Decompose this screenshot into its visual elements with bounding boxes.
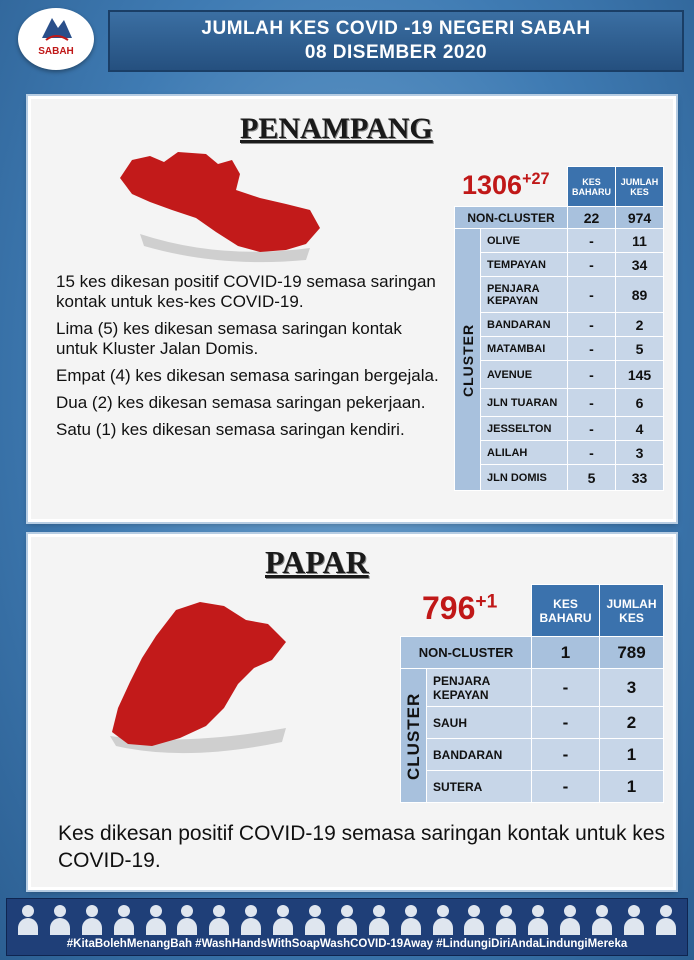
cluster-new: -	[532, 739, 600, 771]
penampang-noncluster-total: 974	[616, 207, 664, 229]
frontliner-icon	[143, 903, 169, 935]
frontliner-icon	[398, 903, 424, 935]
cluster-row	[455, 441, 664, 465]
footer-hashtags: #KitaBolehMenangBah #WashHandsWithSoapWashCOVID-19Away #LindungiDiriAndaLindungiMereka	[66, 938, 628, 950]
footer-banner	[6, 898, 688, 956]
cluster-new: -	[532, 771, 600, 803]
cluster-name: SAUH	[427, 707, 532, 739]
papar-table	[400, 584, 664, 803]
cluster-new: -	[568, 277, 616, 313]
papar-map-icon	[96, 596, 296, 766]
cluster-name: SUTERA	[427, 771, 532, 803]
cluster-total: 2	[600, 707, 664, 739]
cluster-new: -	[532, 669, 600, 707]
cluster-total: 11	[616, 229, 664, 253]
penampang-new-value: +27	[522, 170, 550, 188]
cluster-name: TEMPAYAN	[481, 253, 568, 277]
frontliner-icon	[461, 903, 487, 935]
cluster-name: JLN DOMIS	[481, 465, 568, 491]
cluster-total: 2	[616, 313, 664, 337]
penampang-table	[454, 166, 664, 491]
cluster-new: 5	[568, 465, 616, 491]
cluster-new: -	[568, 441, 616, 465]
frontliner-icon	[174, 903, 200, 935]
cluster-total: 89	[616, 277, 664, 313]
frontliner-icon	[270, 903, 296, 935]
frontliner-icon	[589, 903, 615, 935]
frontliner-icon	[111, 903, 137, 935]
cluster-name: BANDARAN	[427, 739, 532, 771]
papar-description: Kes dikesan positif COVID-19 semasa saringan kontak untuk kes COVID-19.	[58, 822, 665, 872]
cluster-total: 33	[616, 465, 664, 491]
penampang-desc-line: Empat (4) kes dikesan semasa saringan bergejala.	[56, 366, 439, 385]
frontliner-icon	[15, 903, 41, 935]
cluster-name: JLN TUARAN	[481, 389, 568, 417]
frontliner-icon	[621, 903, 647, 935]
frontliner-icon	[653, 903, 679, 935]
cluster-row	[455, 465, 664, 491]
penampang-total-value: 1306	[462, 170, 523, 200]
penampang-col-new: KES BAHARU	[568, 167, 616, 207]
cluster-total: 5	[616, 337, 664, 361]
cluster-name: ALILAH	[481, 441, 568, 465]
cluster-row	[401, 669, 664, 707]
cluster-name: PENJARA KEPAYAN	[481, 277, 568, 313]
penampang-cluster-label: CLUSTER	[455, 229, 481, 491]
cluster-row	[455, 361, 664, 389]
frontliner-icon	[525, 903, 551, 935]
cluster-row	[455, 313, 664, 337]
penampang-col-total: JUMLAH KES	[616, 167, 664, 207]
cluster-new: -	[532, 707, 600, 739]
cluster-new: -	[568, 337, 616, 361]
cluster-name: JESSELTON	[481, 417, 568, 441]
cluster-name: AVENUE	[481, 361, 568, 389]
cluster-row	[455, 337, 664, 361]
penampang-noncluster-label: NON-CLUSTER	[455, 207, 568, 229]
frontliner-icon	[238, 903, 264, 935]
penampang-desc-line: 15 kes dikesan positif COVID-19 semasa saringan kontak untuk kes-kes COVID-19.	[56, 272, 436, 311]
cluster-total: 145	[616, 361, 664, 389]
cluster-row	[401, 739, 664, 771]
frontliner-icon	[366, 903, 392, 935]
cluster-name: BANDARAN	[481, 313, 568, 337]
penampang-desc-line: Lima (5) kes dikesan semasa saringan kontak untuk Kluster Jalan Domis.	[56, 319, 402, 358]
frontliner-icon	[430, 903, 456, 935]
cluster-total: 4	[616, 417, 664, 441]
cluster-row	[455, 417, 664, 441]
cluster-name: OLIVE	[481, 229, 568, 253]
cluster-row	[455, 253, 664, 277]
cluster-name: MATAMBAI	[481, 337, 568, 361]
cluster-total: 1	[600, 771, 664, 803]
cluster-row	[455, 229, 664, 253]
frontliner-icon	[79, 903, 105, 935]
frontliner-icon	[493, 903, 519, 935]
penampang-desc-line: Dua (2) kes dikesan semasa saringan pekerjaan.	[56, 393, 426, 412]
papar-title: PAPAR	[265, 544, 369, 580]
cluster-total: 6	[616, 389, 664, 417]
sabah-logo	[18, 8, 94, 70]
frontliner-icon	[334, 903, 360, 935]
cluster-row	[455, 389, 664, 417]
frontliner-icon	[206, 903, 232, 935]
papar-col-new: KES BAHARU	[532, 585, 600, 637]
page-header	[108, 10, 684, 72]
penampang-description	[56, 272, 446, 447]
papar-new-value: +1	[475, 591, 498, 613]
cluster-new: -	[568, 253, 616, 277]
papar-noncluster-new: 1	[532, 637, 600, 669]
papar-col-total: JUMLAH KES	[600, 585, 664, 637]
cluster-total: 1	[600, 739, 664, 771]
cluster-name: PENJARA KEPAYAN	[427, 669, 532, 707]
header-title: JUMLAH KES COVID -19 NEGERI SABAH	[201, 18, 591, 39]
papar-cluster-label: CLUSTER	[401, 669, 427, 803]
logo-text: SABAH	[38, 46, 74, 57]
cluster-total: 3	[600, 669, 664, 707]
papar-noncluster-total: 789	[600, 637, 664, 669]
cluster-new: -	[568, 313, 616, 337]
frontliner-icon	[47, 903, 73, 935]
penampang-title: PENAMPANG	[240, 112, 433, 145]
cluster-new: -	[568, 361, 616, 389]
cluster-row	[401, 771, 664, 803]
cluster-new: -	[568, 229, 616, 253]
frontliners-strip	[15, 903, 679, 937]
penampang-desc-line: Satu (1) kes dikesan semasa saringan kendiri.	[56, 420, 405, 439]
cluster-row	[401, 707, 664, 739]
cluster-total: 3	[616, 441, 664, 465]
cluster-row	[455, 277, 664, 313]
papar-total-value: 796	[422, 590, 476, 626]
cluster-total: 34	[616, 253, 664, 277]
cluster-new: -	[568, 389, 616, 417]
frontliner-icon	[557, 903, 583, 935]
penampang-map-icon	[110, 148, 330, 268]
logo-emblem-icon	[18, 8, 94, 48]
papar-noncluster-label: NON-CLUSTER	[401, 637, 532, 669]
header-date: 08 DISEMBER 2020	[304, 42, 488, 63]
cluster-new: -	[568, 417, 616, 441]
penampang-noncluster-new: 22	[568, 207, 616, 229]
frontliner-icon	[302, 903, 328, 935]
